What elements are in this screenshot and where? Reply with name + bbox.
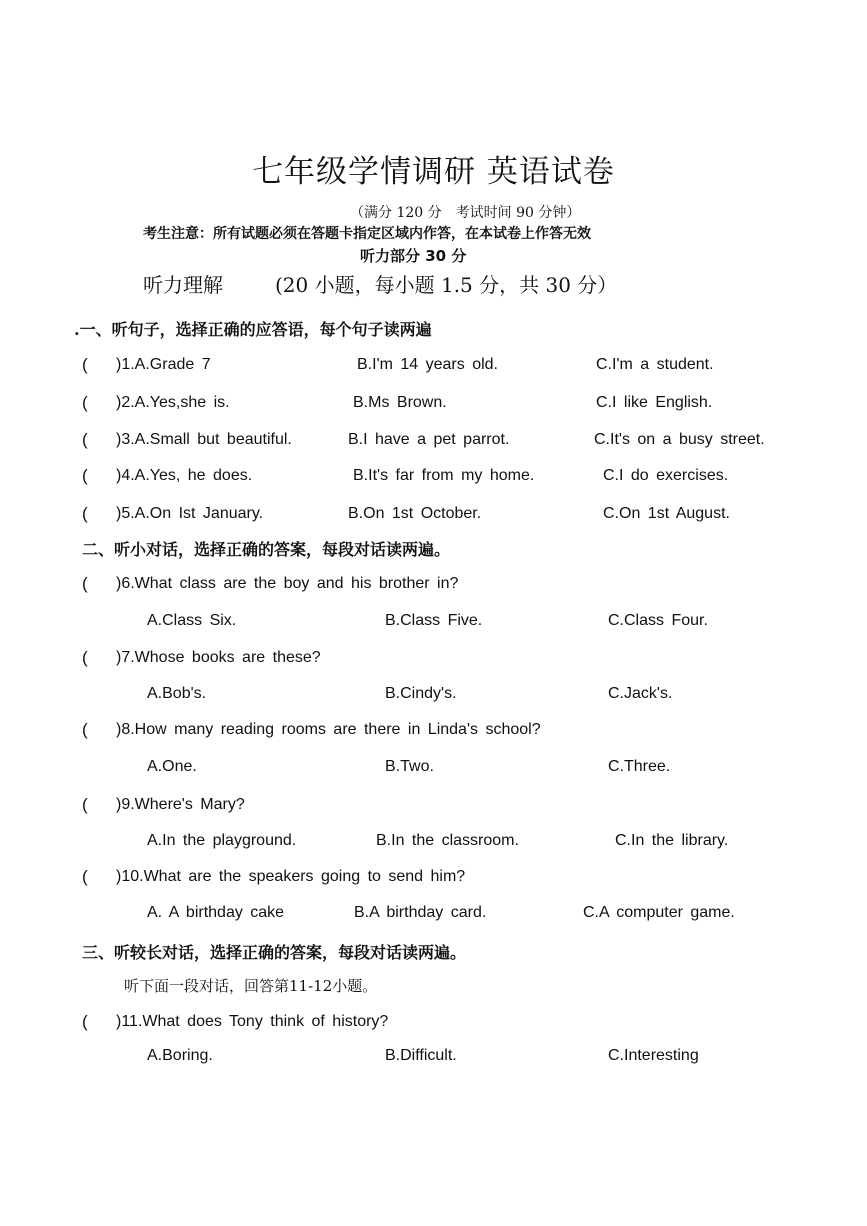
exam-subtitle: （满分 120 分 考试时间 90 分钟）: [350, 205, 581, 221]
question-10-stem: )10.What are the speakers going to send him?: [116, 868, 466, 885]
question-2-option-b: B.Ms Brown.: [353, 394, 447, 411]
question-7-stem: )7.Whose books are these?: [116, 649, 321, 666]
question-4-option-b: B.It's far from my home.: [353, 467, 535, 484]
question-4-option-c: C.I do exercises.: [603, 467, 729, 484]
question-2-stem: )2.A.Yes,she is.: [116, 394, 230, 411]
question-8-stem: )8.How many reading rooms are there in Linda's school?: [116, 721, 541, 738]
listening-section-title: 听力理解: [143, 273, 223, 297]
question-7-option-c: C.Jack's.: [608, 685, 673, 702]
answer-bracket: (: [82, 504, 88, 523]
question-3-stem: )3.A.Small but beautiful.: [116, 431, 292, 448]
question-6-option-c: C.Class Four.: [608, 612, 708, 629]
section-3-heading: 三、听较长对话，选择正确的答案，每段对话读两遍。: [82, 943, 467, 962]
question-10-option-c: C.A computer game.: [583, 904, 735, 921]
answer-bracket: (: [82, 648, 88, 667]
question-7-option-b: B.Cindy's.: [385, 685, 457, 702]
listening-section-points: (20 小题，每小题 1.5 分，共 30 分）: [275, 273, 618, 297]
question-8-option-c: C.Three.: [608, 758, 671, 775]
exam-title: 七年级学情调研 英语试卷: [252, 154, 615, 190]
question-11-option-b: B.Difficult.: [385, 1047, 457, 1064]
question-3-option-c: C.It's on a busy street.: [594, 431, 765, 448]
answer-bracket: (: [82, 466, 88, 485]
question-8-option-b: B.Two.: [385, 758, 434, 775]
listening-section-header: [143, 269, 617, 298]
question-6-option-a: A.Class Six.: [147, 612, 237, 629]
question-6-option-b: B.Class Five.: [385, 612, 483, 629]
listening-part-label: 听力部分 30 分: [360, 247, 467, 265]
question-1-option-c: C.I'm a student.: [596, 356, 714, 373]
section-2-heading: 二、听小对话，选择正确的答案，每段对话读两遍。: [82, 540, 451, 559]
question-5-option-c: C.On 1st August.: [603, 505, 730, 522]
question-8-option-a: A.One.: [147, 758, 197, 775]
section-1-heading: .一、听句子，选择正确的应答语，每个句子读两遍: [74, 320, 432, 339]
answer-bracket: (: [82, 1012, 88, 1031]
section-3-note: 听下面一段对话，回答第11-12小题。: [124, 977, 378, 995]
question-9-option-c: C.In the library.: [615, 832, 729, 849]
question-9-option-a: A.In the playground.: [147, 832, 297, 849]
question-10-option-b: B.A birthday card.: [354, 904, 487, 921]
answer-bracket: (: [82, 720, 88, 739]
question-9-stem: )9.Where's Mary?: [116, 796, 245, 813]
question-3-option-b: B.I have a pet parrot.: [348, 431, 510, 448]
question-11-stem: )11.What does Tony think of history?: [116, 1013, 389, 1030]
question-1-option-b: B.I'm 14 years old.: [357, 356, 498, 373]
answer-bracket: (: [82, 795, 88, 814]
answer-bracket: (: [82, 867, 88, 886]
question-7-option-a: A.Bob's.: [147, 685, 207, 702]
question-1-stem: )1.A.Grade 7: [116, 356, 211, 373]
answer-bracket: (: [82, 355, 88, 374]
question-2-option-c: C.I like English.: [596, 394, 713, 411]
answer-bracket: (: [82, 393, 88, 412]
question-11-option-c: C.Interesting: [608, 1047, 699, 1064]
exam-notice: 考生注意：所有试题必须在答题卡指定区域内作答，在本试卷上作答无效: [143, 226, 591, 242]
question-6-stem: )6.What class are the boy and his brother in?: [116, 575, 459, 592]
question-5-option-b: B.On 1st October.: [348, 505, 482, 522]
answer-bracket: (: [82, 430, 88, 449]
question-9-option-b: B.In the classroom.: [376, 832, 519, 849]
question-11-option-a: A.Boring.: [147, 1047, 213, 1064]
question-4-stem: )4.A.Yes, he does.: [116, 467, 253, 484]
answer-bracket: (: [82, 574, 88, 593]
question-5-stem: )5.A.On Ist January.: [116, 505, 264, 522]
question-10-option-a: A. A birthday cake: [147, 904, 285, 921]
